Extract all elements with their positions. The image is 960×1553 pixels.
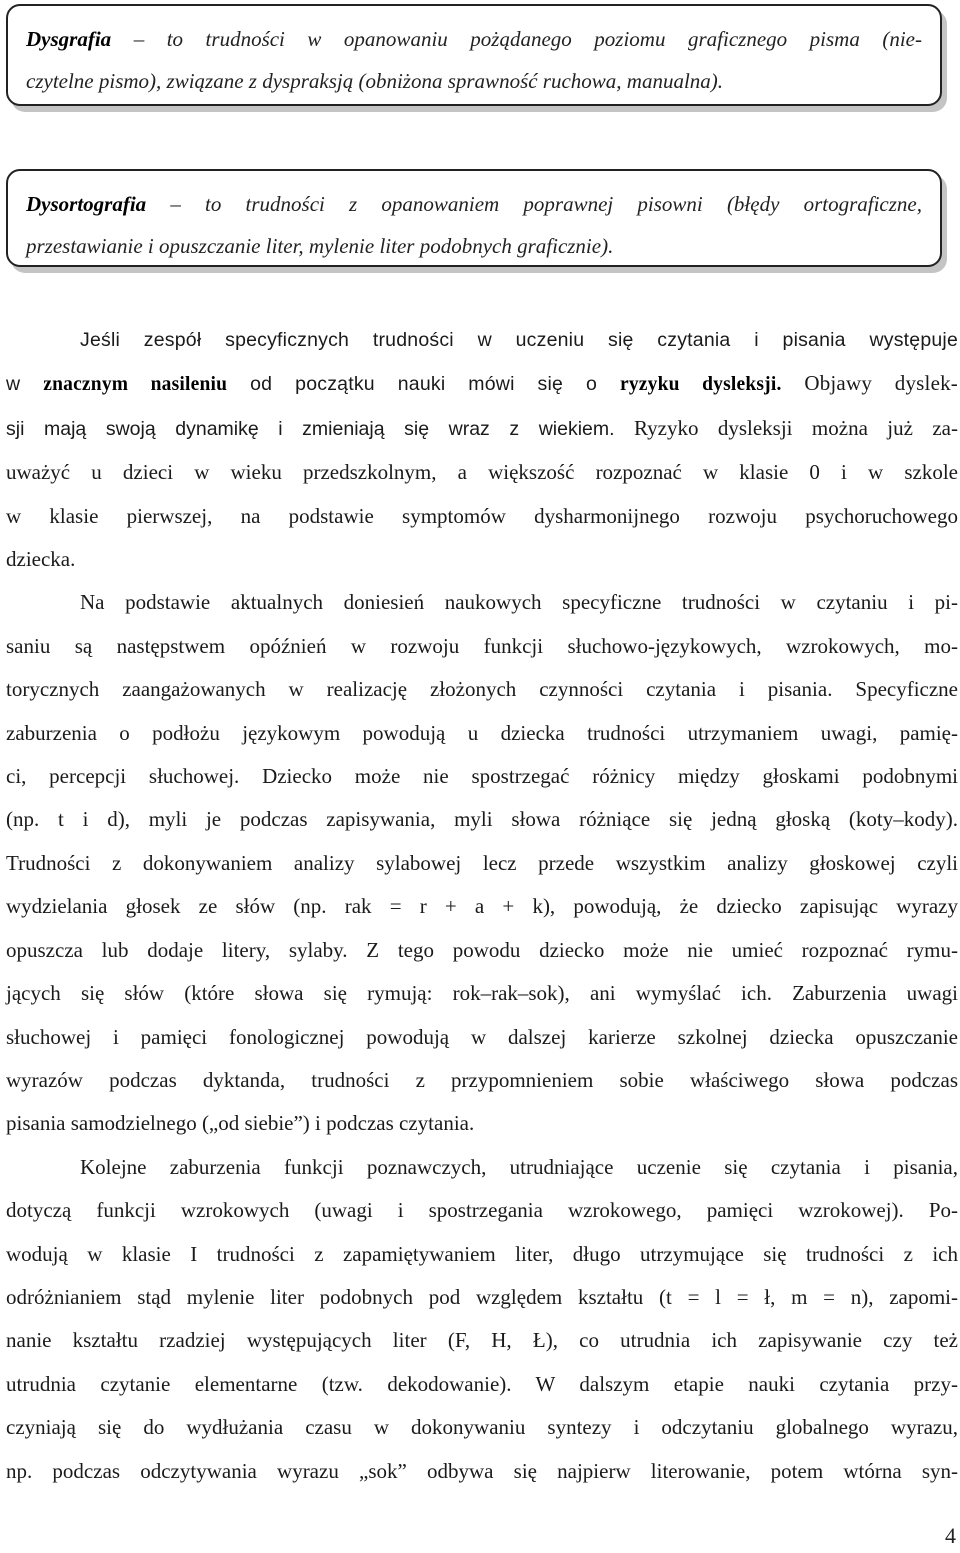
definition-box-dysortografia (6, 169, 942, 267)
text-line: ci, percepcji słuchowej. Dziecko może nie spostrzegać różnicy między głoskami podobnymi (6, 764, 958, 789)
text-line: odróżnianiem stąd mylenie liter podobnych pod względem kształtu (t = l = ł, m = n), zapomi- (6, 1284, 958, 1309)
definition-box-dysgrafia (6, 4, 942, 106)
text-line: opuszcza lub dodaje litery, sylaby. Z tego powodu dziecko może nie umieć rozpoznać rymu- (6, 937, 958, 962)
paragraph-visual-functions (6, 1146, 958, 1493)
text-line: Jeśli zespół specyficznych trudności w uczeniu się czytania i pisania występuje (80, 329, 958, 351)
text-line: wydzielania głosek ze słów (np. rak = r + a + k), powodują, że dziecko zapisując wyrazy (6, 894, 958, 919)
text-line: dotyczą funkcji wzrokowych (uwagi i spostrzegania wzrokowego, pamięci wzrokowej). Po- (6, 1198, 958, 1223)
text-line: uważyć u dzieci w wieku przedszkolnym, a większość rozpoznać w klasie 0 i w szkole (6, 460, 958, 485)
body-text (6, 319, 958, 1493)
text-line: np. podczas odczytywania wyrazu „sok” odbywa się najpierw literowanie, potem wtórna syn- (6, 1458, 958, 1483)
term-dysortografia: Dysortografia (26, 192, 147, 216)
text-line: saniu są następstwem opóźnień w rozwoju funkcji słuchowo-językowych, wzrokowych, mo- (6, 633, 958, 658)
text-line: (np. t i d), myli je podczas zapisywania, myli słowa różniące się jedną głoską (koty–kody). (6, 807, 958, 832)
term-dysgrafia: Dysgrafia (26, 27, 112, 51)
definition-text: przestawianie i opuszczanie liter, mylenie liter podobnych graficznie). (26, 234, 614, 258)
paragraph-risk (6, 319, 958, 581)
definition-text: – to trudności z opanowaniem poprawnej pisowni (błędy ortograficzne, (146, 192, 922, 216)
text-line: w klasie pierwszej, na podstawie symptomów dysharmonijnego rozwoju psychoruchowego (6, 503, 958, 528)
text-line: Kolejne zaburzenia funkcji poznawczych, utrudniające uczenie się czytania i pisania, (80, 1154, 958, 1179)
text-line: czyniają się do wydłużania czasu w dokonywaniu syntezy i odczytaniu globalnego wyrazu, (6, 1415, 958, 1440)
text-line: zaburzenia o podłożu językowym powodują u dziecka trudności utrzymaniem uwagi, pamię- (6, 720, 958, 745)
definition-text: – to trudności w opanowaniu pożądanego poziomu graficznego pisma (nie- (111, 27, 922, 51)
text-line: jących się słów (które słowa się rymują: rok–rak–sok), ani wymyślać ich. Zaburzenia uwagi (6, 981, 958, 1006)
text-line: pisania samodzielnego („od siebie”) i podczas czytania. (6, 1111, 475, 1136)
text-line: wyrazów podczas dyktanda, trudności z przypomnieniem sobie właściwego słowa podczas (6, 1067, 958, 1092)
text-line: Na podstawie aktualnych doniesień naukowych specyficzne trudności w czytaniu i pi- (80, 590, 958, 615)
text-line: Trudności z dokonywaniem analizy sylabowej lecz przede wszystkim analizy głoskowej czyli (6, 850, 958, 875)
definition-text: czytelne pismo), związane z dyspraksją (obniżona sprawność ruchowa, manualna). (26, 69, 724, 93)
text-line: w znacznym nasileniu od początku nauki mówi się o ryzyku dysleksji. Objawy dyslek- (6, 371, 959, 396)
emphasis: ryzyku dysleksji. (619, 374, 782, 396)
paragraph-research (6, 581, 958, 1145)
text-line: nanie kształtu rzadziej występujących liter (F, H, Ł), co utrudnia ich zapisywanie czy też (6, 1328, 958, 1353)
text-line: dziecka. (6, 547, 76, 572)
text-line: wodują w klasie I trudności z zapamiętywaniem liter, długo utrzymujące się trudności z ich (6, 1241, 958, 1266)
text-line: słuchowej i pamięci fonologicznej powodują w dalszej karierze szkolnej dziecka opuszczanie (6, 1024, 958, 1049)
page-number: 4 (945, 1523, 956, 1548)
text-line: utrudnia czytanie elementarne (tzw. dekodowanie). W dalszym etapie nauki czytania przy- (6, 1371, 958, 1396)
text-line: sji mają swoją dynamikę i zmieniają się wraz z wiekiem. Ryzyko dysleksji można już za- (6, 415, 958, 440)
text-line: torycznych zaangażowanych w realizację złożonych czynności czytania i pisania. Specyficzne (6, 677, 958, 702)
emphasis: znacznym nasileniu (43, 374, 228, 396)
